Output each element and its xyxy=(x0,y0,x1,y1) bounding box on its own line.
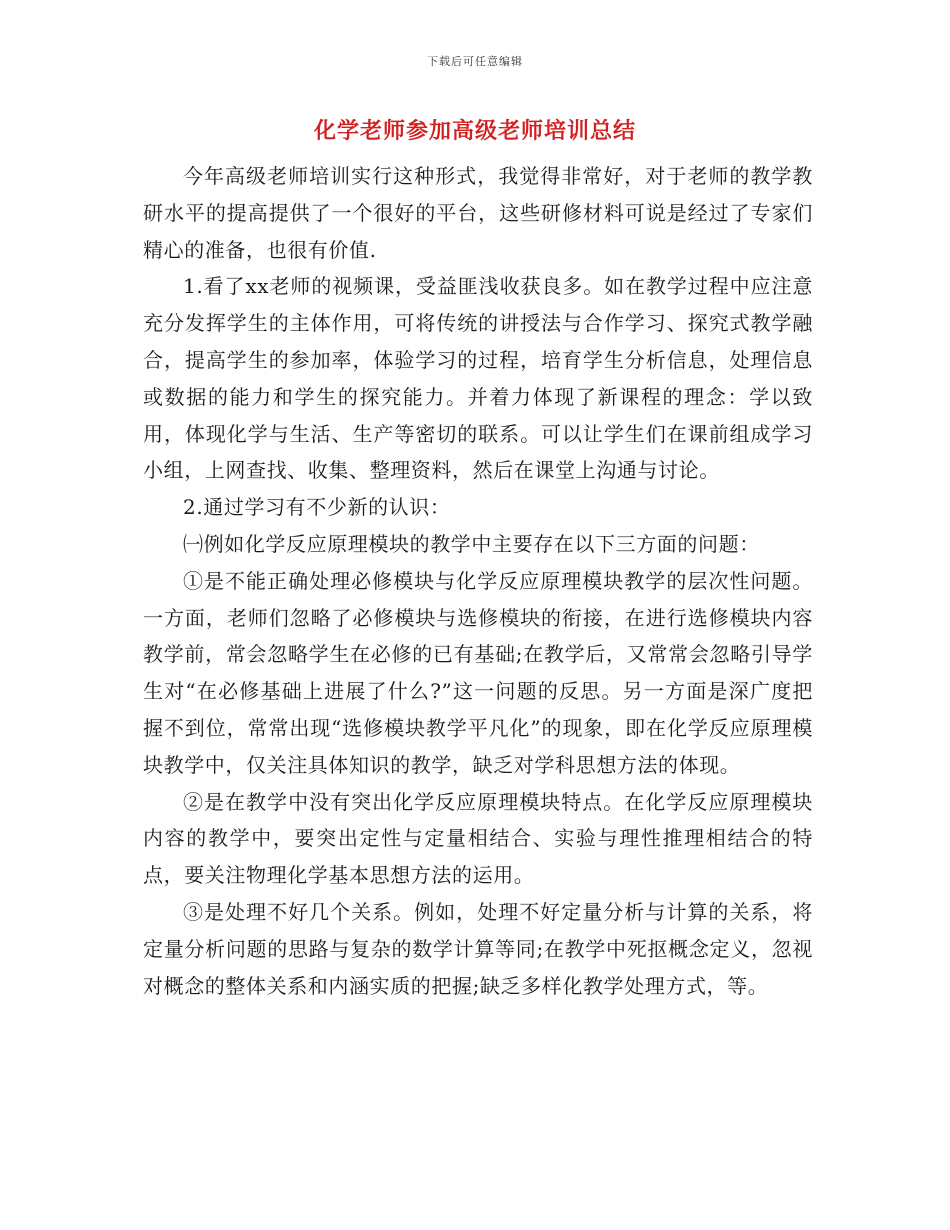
paragraph-issue-2: ②是在教学中没有突出化学反应原理模块特点。在化学反应原理模块内容的教学中，要突出定性与定量相结合、实验与理性推理相结合的特点，要关注物理化学基本思想方法的运用。 xyxy=(143,789,813,888)
document-body xyxy=(143,158,813,1004)
paragraph-point-2: 2.通过学习有不少新的认识： xyxy=(183,495,451,520)
paragraph-point-1: 1.看了xx老师的视频课，受益匪浅收获良多。如在教学过程中应注意充分发挥学生的主体作用，可将传统的讲授法与合作学习、探究式教学融合，提高学生的参加率，体验学习的过程，培育学生分析信息，处理信息或数据的能力和学生的探究能力。并着力体现了新课程的理念：学以致用，体现化学与生活、生产等密切的联系。可以让学生们在课前组成学习小组，上网查找、收集、整理资料，然后在课堂上沟通与讨论。 xyxy=(143,274,813,483)
paragraph-intro: 今年高级老师培训实行这种形式，我觉得非常好，对于老师的教学教研水平的提高提供了一个很好的平台，这些研修材料可说是经过了专家们精心的准备，也很有价值. xyxy=(143,164,813,262)
header-note: 下载后可任意编辑 xyxy=(427,55,523,68)
document-title: 化学老师参加高级老师培训总结 xyxy=(313,118,636,144)
paragraph-issue-3: ③是处理不好几个关系。例如，处理不好定量分析与计算的关系，将定量分析问题的思路与复杂的数学计算等同;在教学中死抠概念定义，忽视对概念的整体关系和内涵实质的把握;缺乏多样化教学处理方式，等。 xyxy=(143,899,813,998)
paragraph-issue-1: ①是不能正确处理必修模块与化学反应原理模块教学的层次性问题。一方面，老师们忽略了必修模块与选修模块的衔接，在进行选修模块内容教学前，常会忽略学生在必修的已有基础;在教学后，又常常会忽略引导学生对“在必修基础上进展了什么?”这一问题的反思。另一方面是深广度把握不到位，常常出现“选修模块教学平凡化”的现象，即在化学反应原理模块教学中，仅关注具体知识的教学，缺乏对学科思想方法的体现。 xyxy=(143,568,813,777)
paragraph-subheading: ㈠例如化学反应原理模块的教学中主要存在以下三方面的问题： xyxy=(183,531,760,556)
